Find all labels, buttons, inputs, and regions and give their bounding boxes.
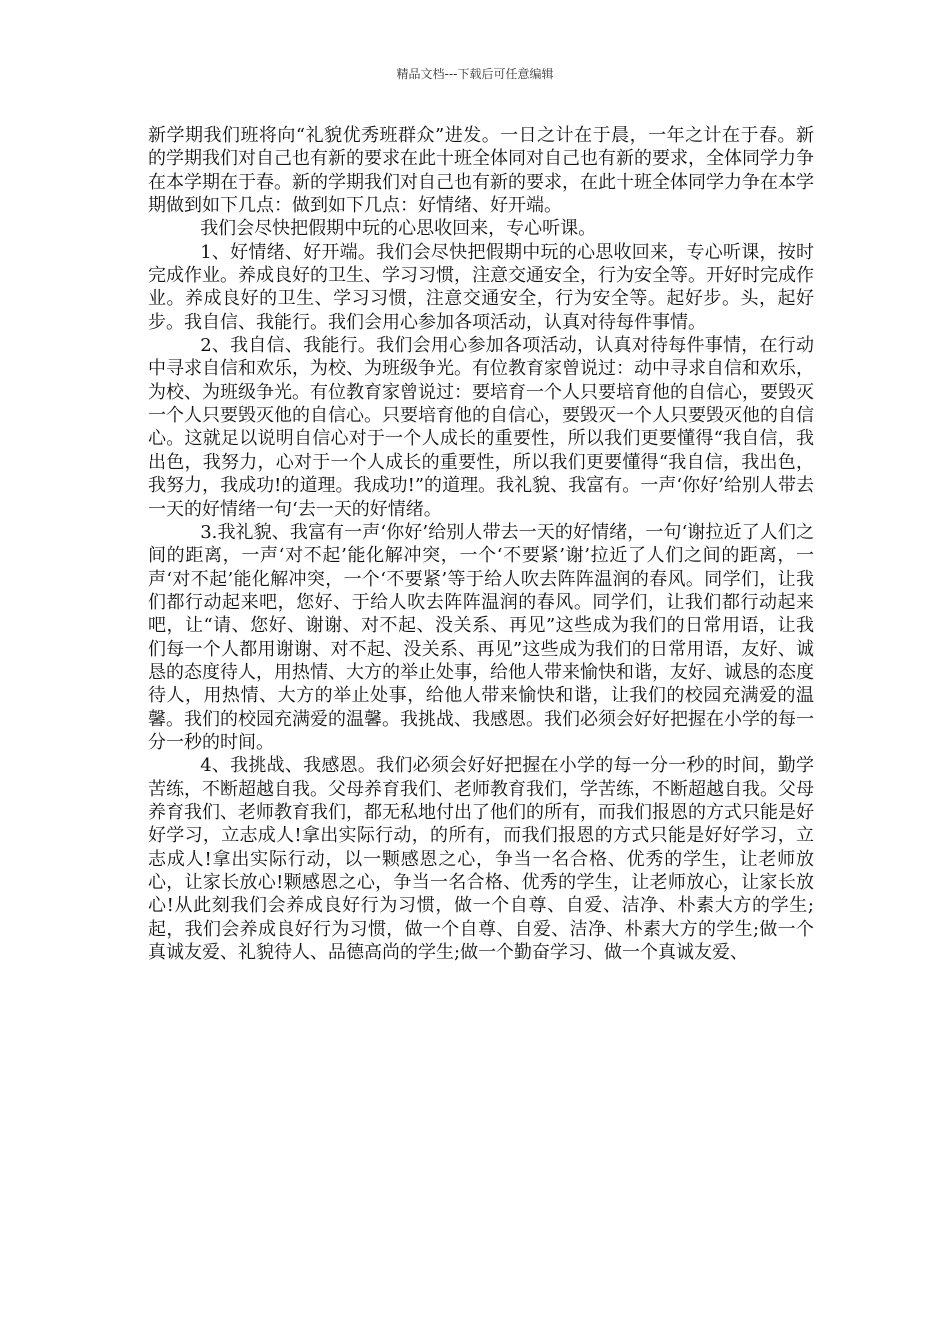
paragraph-listen: 我们会尽快把假期中玩的心思收回来，专心听课。 (200, 218, 597, 240)
paragraph-point-3: 3.我礼貌、我富有一声‘你好’给别人带去一天的好情绪，一句‘谢拉近了人们之间的距离，一声‘对不起’能化解冲突，一个‘不要紧’谢’拉近了人们之间的距离，一声‘对不起’能化解冲突，一个‘不要紧’等于给人吹去阵阵温润的春风。同学们，让我们都行动起来吧，您好、于给人吹去阵阵温润的春风。同学们，让我们都行动起来吧，让“请、您好、谢谢、对不起、没关系、再见”这些成为我们的日常用语，让我们每一个人都用谢谢、对不起、没关系、再见”这些成为我们的日常用语，友好、诚恳的态度待人，用热情、大方的举止处事，给他人带来愉快和谐，友好、诚恳的态度待人，用热情、大方的举止处事，给他人带来愉快和谐，让我们的校园充满爱的温馨。我们的校园充满爱的温馨。我挑战、我感恩。我们必须会好好把握在小学的每一分一秒的时间。 (148, 521, 814, 753)
page-header: 精品文档---下载后可任意编辑 (396, 67, 554, 81)
paragraph-point-1: 1、好情绪、好开端。我们会尽快把假期中玩的心思收回来，专心听课，按时完成作业。养成良好的卫生、学习习惯，注意交通安全，行为安全等。开好时完成作业。养成良好的卫生、学习习惯，注意交通安全，行为安全等。起好步。头，起好步。我自信、我能行。我们会用心参加各项活动，认真对待每件事情。 (148, 241, 814, 333)
paragraph-intro: 新学期我们班将向“礼貌优秀班群众”进发。一日之计在于晨，一年之计在于春。新的学期我们对自己也有新的要求在此十班全体同对自己也有新的要求，全体同学力争在本学期在于春。新的学期我们对自己也有新的要求，在此十班全体同学力争在本学期做到如下几点：做到如下几点：好情绪、好开端。 (148, 125, 814, 217)
paragraph-point-4: 4、我挑战、我感恩。我们必须会好好把握在小学的每一分一秒的时间，勤学苦练，不断超越自我。父母养育我们、老师教育我们，学苦练，不断超越自我。父母养育我们、老师教育我们，都无私地付出了他们的所有，而我们报恩的方式只能是好好学习，立志成人!拿出实际行动，的所有，而我们报恩的方式只能是好好学习，立志成人!拿出实际行动，以一颗感恩之心，争当一名合格、优秀的学生，让老师放心，让家长放心!颗感恩之心，争当一名合格、优秀的学生，让老师放心，让家长放心!从此刻我们会养成良好行为习惯，做一个自尊、自爱、洁净、朴素大方的学生;起，我们会养成良好行为习惯，做一个自尊、自爱、洁净、朴素大方的学生;做一个真诚友爱、礼貌待人、品德高尚的学生;做一个勤奋学习、做一个真诚友爱、 (148, 755, 814, 964)
paragraph-point-2: 2、我自信、我能行。我们会用心参加各项活动，认真对待每件事情，在行动中寻求自信和欢乐，为校、为班级争光。有位教育家曾说过：动中寻求自信和欢乐，为校、为班级争光。有位教育家曾说过：要培育一个人只要培育他的自信心，要毁灭一个人只要毁灭他的自信心。只要培育他的自信心，要毁灭一个人只要毁灭他的自信心。这就足以说明自信心对于一个人成长的重要性，所以我们更要懂得“我自信，我出色，我努力，心对于一个人成长的重要性，所以我们更要懂得“我自信，我出色，我努力，我成功!的道理。我成功!”的道理。我礼貌、我富有。一声‘你好’给别人带去一天的好情绪一句‘去一天的好情绪。 (148, 335, 814, 520)
document-body (148, 124, 814, 964)
